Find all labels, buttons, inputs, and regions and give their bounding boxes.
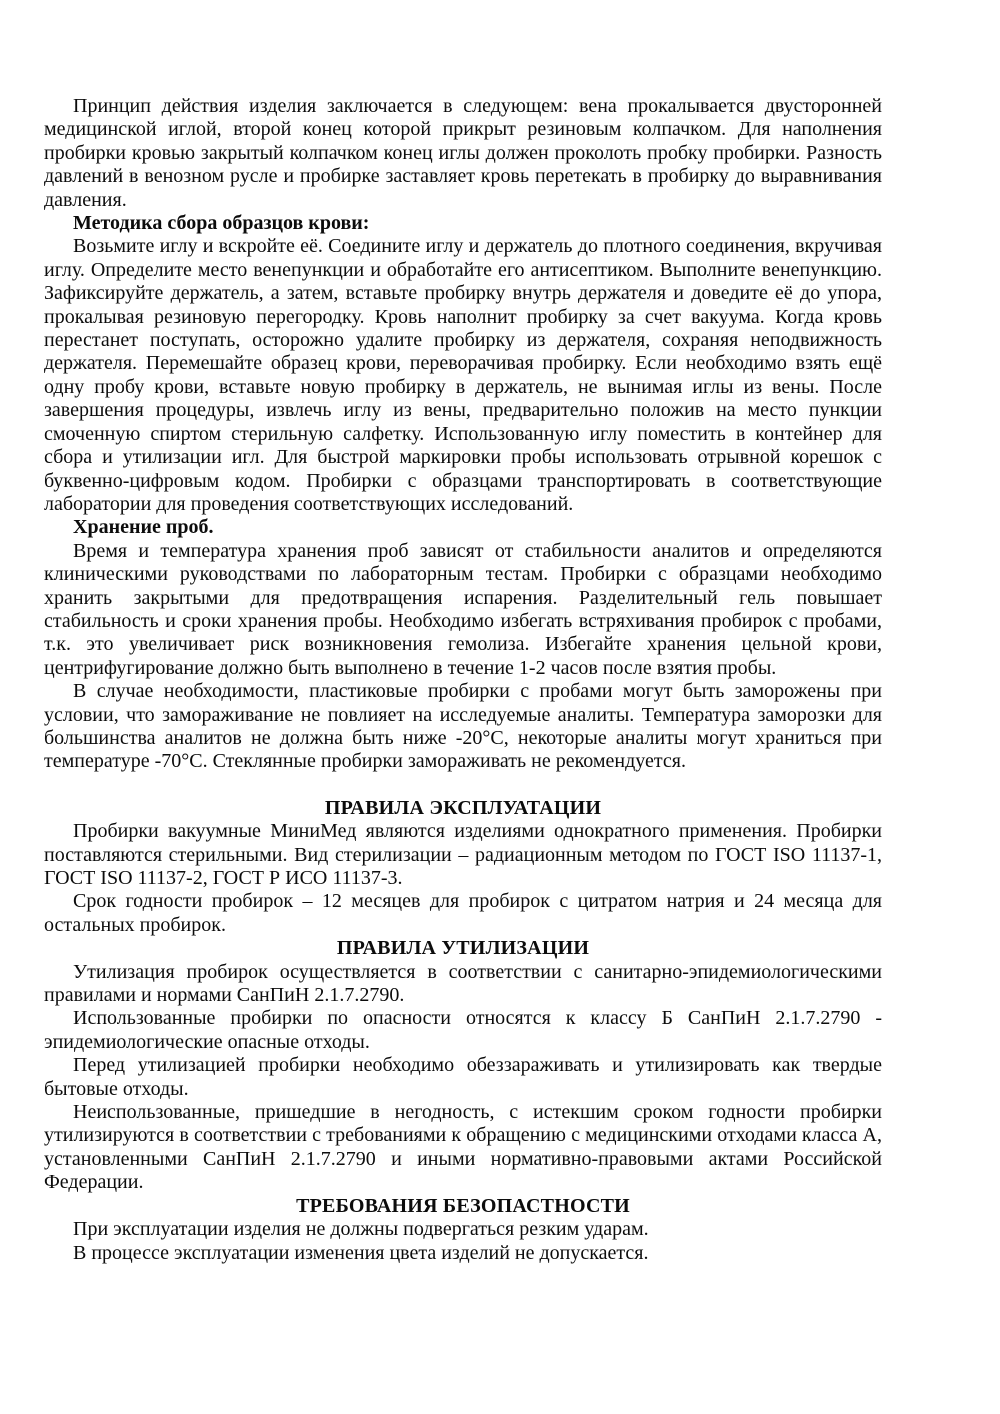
paragraph-single-use-sterilization: Пробирки вакуумные МиниМед являются изделиями однократного применения. Пробирки поставляются стерильными. Вид стерилизации – радиационным методом по ГОСТ ISO 11137-1, ГОСТ ISO 11137-2, ГОСТ Р ИСО 11137-3. xyxy=(44,820,882,889)
paragraph-freezing-conditions: В случае необходимости, пластиковые пробирки с пробами могут быть заморожены при условии, что замораживание не повлияет на исследуемые аналиты. Температура заморозки для большинства аналитов не должна быть ниже -20°С, некоторые аналиты могут храниться при температуре -70°С. Стеклянные пробирки замораживать не рекомендуется. xyxy=(44,680,882,773)
paragraph-no-color-change: В процессе эксплуатации изменения цвета изделий не допускается. xyxy=(73,1241,649,1264)
paragraph-unused-tubes-disposal: Неиспользованные, пришедшие в негодность, с истекшим сроком годности пробирки утилизируются в соответствии с требованиями к обращению с медицинскими отходами класса А, установленными СанПиН 2.1.7.2790 и иными нормативно-правовыми актами Российской Федерации. xyxy=(44,1101,882,1194)
heading-disposal-rules: ПРАВИЛА УТИЛИЗАЦИИ xyxy=(336,937,590,960)
paragraph-used-tubes-class-b: Использованные пробирки по опасности относятся к классу Б СанПиН 2.1.7.2790 - эпидемиологические опасные отходы. xyxy=(44,1007,882,1053)
paragraph-shelf-life: Срок годности пробирок – 12 месяцев для пробирок с цитратом натрия и 24 месяца для остальных пробирок. xyxy=(44,890,882,936)
subheading-sample-storage: Хранение проб. xyxy=(73,516,214,539)
paragraph-collection-procedure: Возьмите иглу и вскройте её. Соедините иглу и держатель до плотного соединения, вкручивая иглу. Определите место венепункции и обработайте его антисептиком. Выполните венепункцию. Зафиксируйте держатель, а затем, вставьте пробирку внутрь держателя и доведите её до упора, прокалывая резиновую перегородку. Кровь наполнит пробирку за счет вакуума. Когда кровь перестанет поступать, осторожно удалите пробирку из держателя, сохраняя неподвижность держателя. Перемешайте образец крови, переворачивая пробирку. Если необходимо взять ещё одну пробу крови, вставьте новую пробирку в держатель, не вынимая иглы из вены. После завершения процедуры, извлечь иглу из вены, предварительно положив на место пункции смоченную спиртом стерильную салфетку. Использованную иглу поместить в контейнер для сбора и утилизации игл. Для быстрой маркировки пробы использовать отрывной корешок с буквенно-цифровым кодом. Пробирки с образцами транспортировать в соответствующие лаборатории для проведения соответствующих исследований. xyxy=(44,235,882,515)
paragraph-disinfection-before-disposal: Перед утилизацией пробирки необходимо обеззараживать и утилизировать как твердые бытовые отходы. xyxy=(44,1054,882,1100)
subheading-blood-collection-method: Методика сбора образцов крови: xyxy=(73,212,370,235)
paragraph-operating-principle: Принцип действия изделия заключается в следующем: вена прокалывается двусторонней медицинской иглой, второй конец которой прикрыт резиновым колпачком. Для наполнения пробирки кровью закрытый колпачком конец иглы должен проколоть пробку пробирки. Разность давлений в венозном русле и пробирке заставляет кровь перетекать в пробирку до выравнивания давления. xyxy=(44,95,882,211)
heading-operation-rules: ПРАВИЛА ЭКСПЛУАТАЦИИ xyxy=(324,796,602,819)
paragraph-storage-conditions: Время и температура хранения проб зависят от стабильности аналитов и определяются клиническими руководствами по лабораторным тестам. Пробирки с образцами необходимо хранить закрытыми для предотвращения испарения. Разделительный гель повышает стабильность и сроки хранения пробы. Необходимо избегать встряхивания пробирок с пробами, т.к. это увеличивает риск возникновения гемолиза. Избегайте хранения цельной крови, центрифугирование должно быть выполнено в течение 1-2 часов после взятия пробы. xyxy=(44,539,882,679)
paragraph-disposal-sanpin: Утилизация пробирок осуществляется в соответствии с санитарно-эпидемиологическими правилами и нормами СанПиН 2.1.7.2790. xyxy=(44,960,882,1007)
heading-safety-requirements: ТРЕБОВАНИЯ БЕЗОПАСТНОСТИ xyxy=(296,1194,630,1217)
paragraph-no-sharp-impacts: При эксплуатации изделия не должны подвергаться резким ударам. xyxy=(73,1218,649,1241)
